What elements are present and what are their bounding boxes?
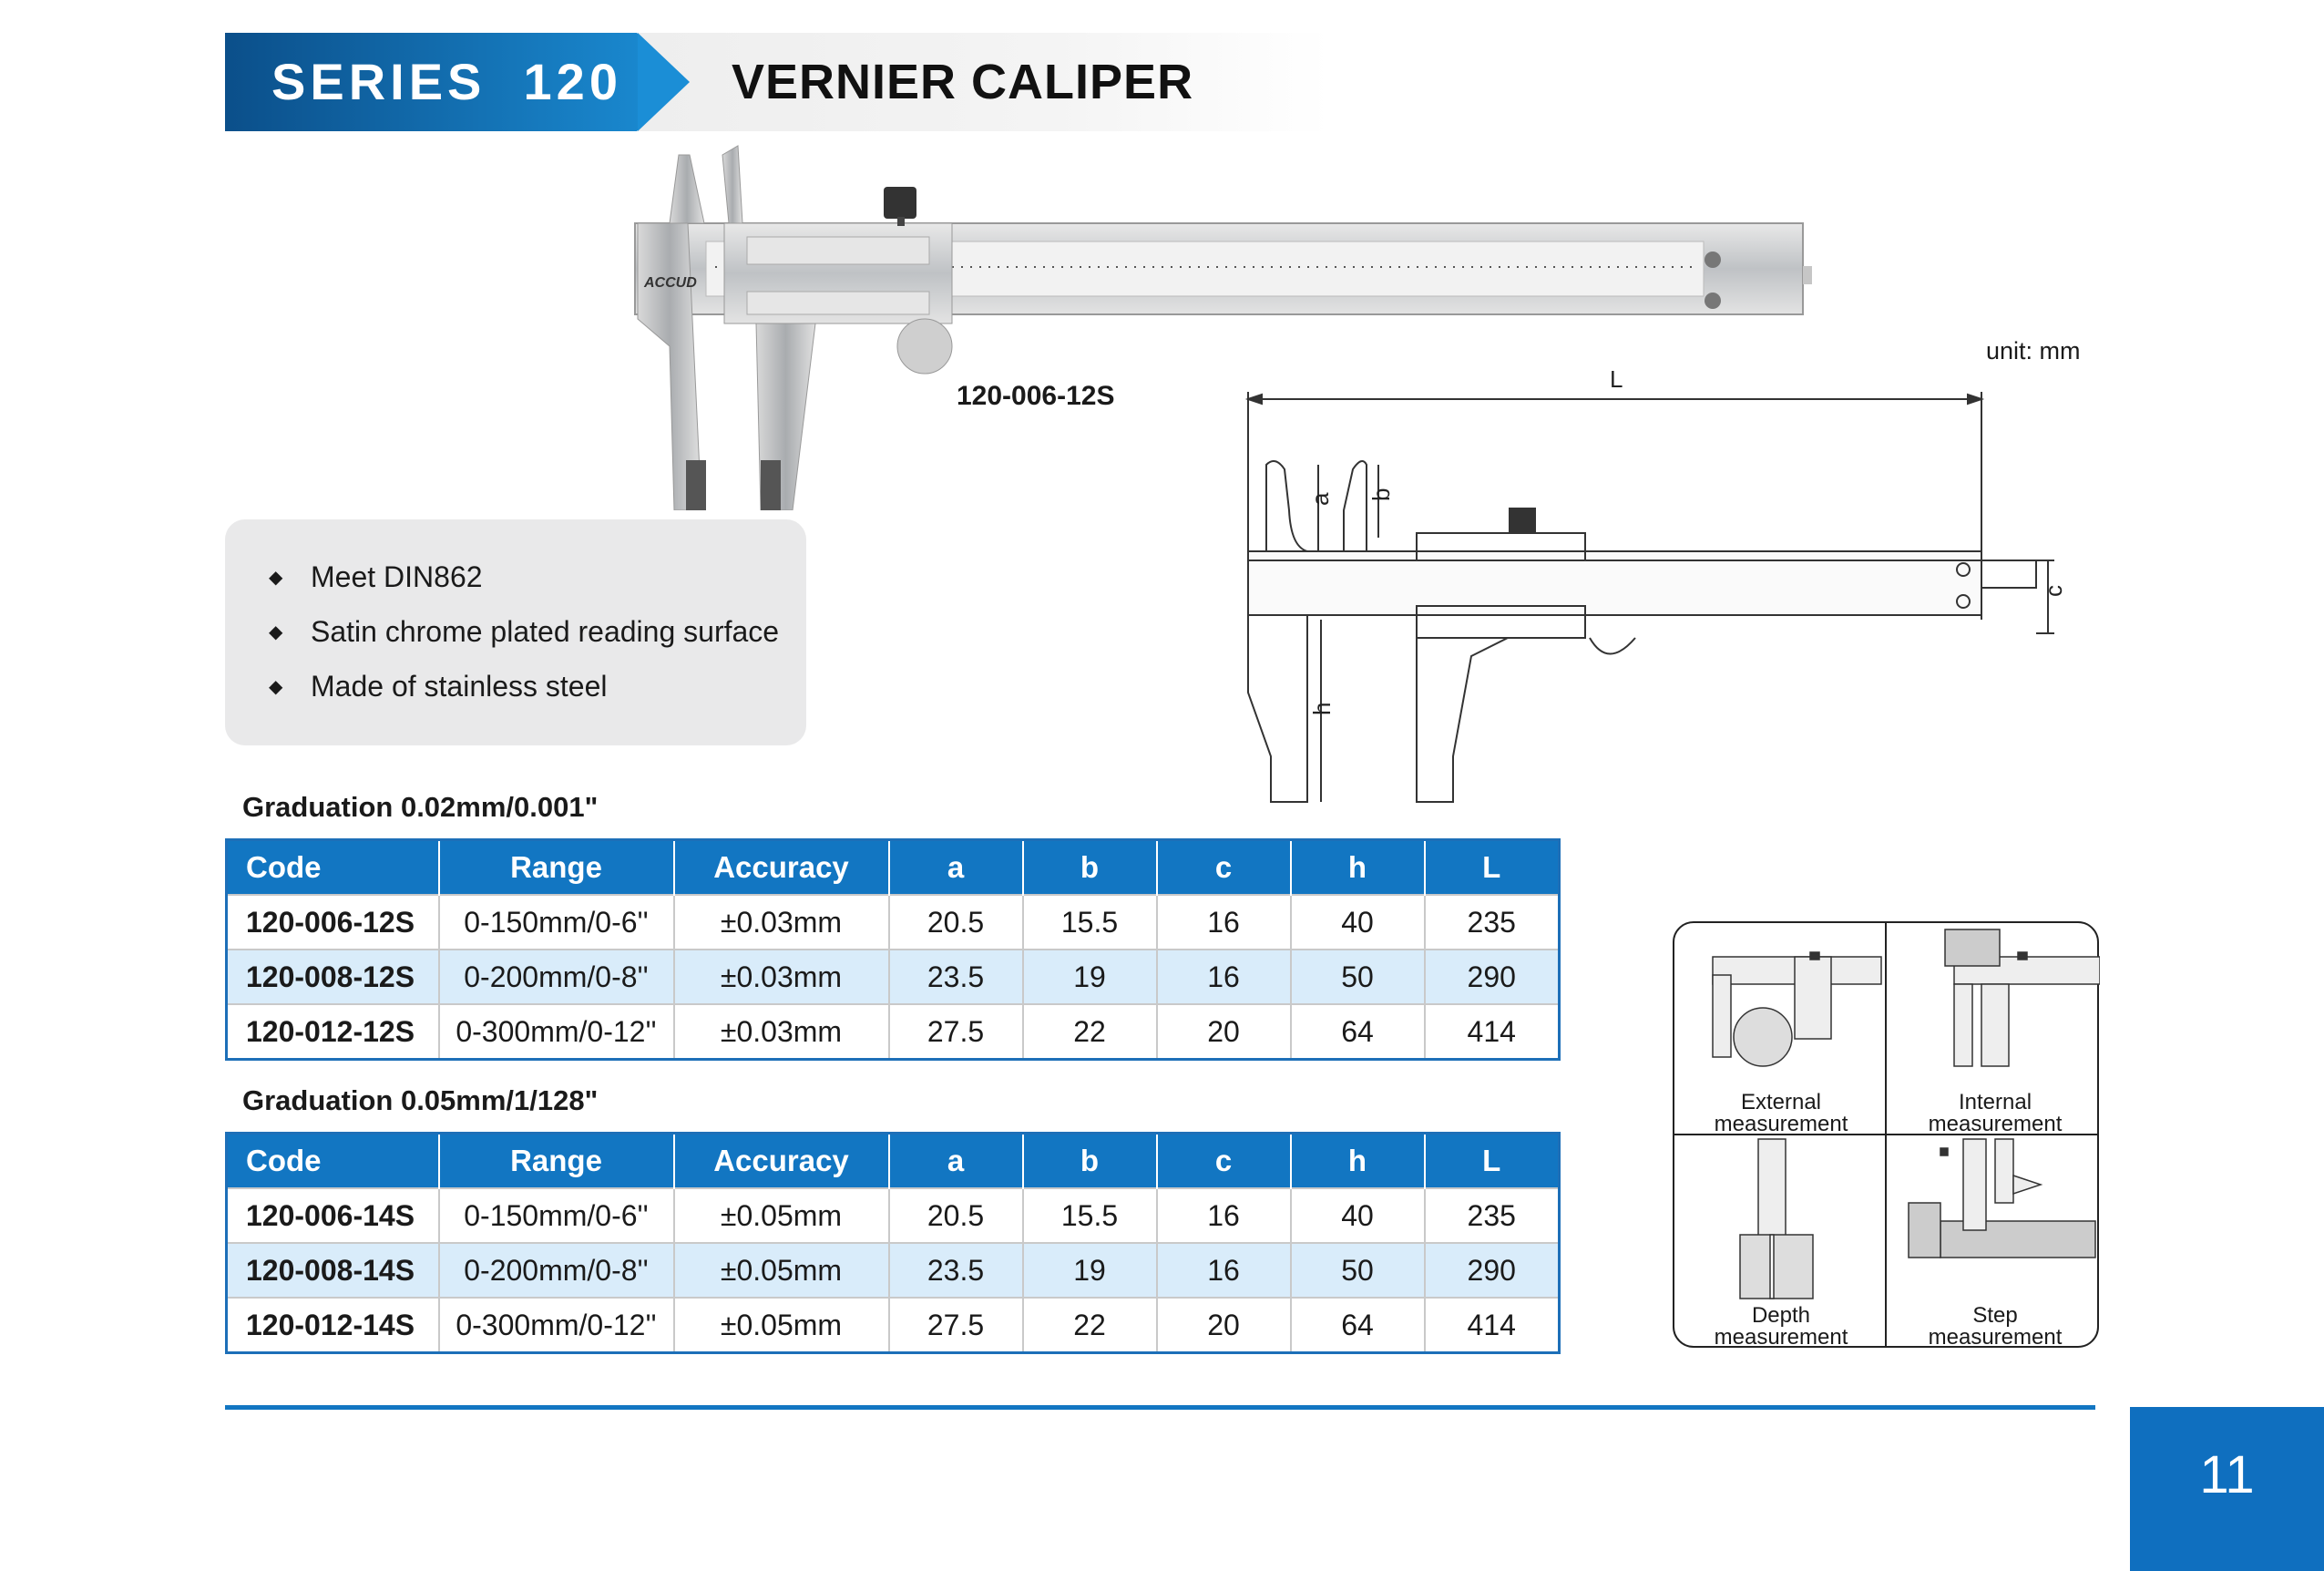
cell-c: 20 xyxy=(1157,1298,1291,1353)
column-header: b xyxy=(1023,1134,1157,1189)
measurement-label-external: External measurement xyxy=(1714,1090,1848,1136)
cell-c: 20 xyxy=(1157,1004,1291,1060)
cell-accuracy: ±0.03mm xyxy=(674,1004,889,1060)
cell-accuracy: ±0.05mm xyxy=(674,1298,889,1353)
column-header: L xyxy=(1425,1134,1560,1189)
cell-h: 50 xyxy=(1291,950,1425,1004)
column-header: a xyxy=(889,1134,1023,1189)
cell-code: 120-008-12S xyxy=(227,950,439,1004)
measurement-label-depth: Depth measurement xyxy=(1714,1303,1848,1350)
photo-caption: 120-006-12S xyxy=(957,381,1115,411)
dimension-label-a: a xyxy=(1306,492,1334,506)
cell-L: 414 xyxy=(1425,1298,1560,1353)
cell-h: 40 xyxy=(1291,1188,1425,1243)
table-row xyxy=(227,1188,1560,1243)
cell-L: 290 xyxy=(1425,1243,1560,1298)
cell-c: 16 xyxy=(1157,950,1291,1004)
cell-a: 20.5 xyxy=(889,1188,1023,1243)
cell-c: 16 xyxy=(1157,895,1291,950)
cell-h: 50 xyxy=(1291,1243,1425,1298)
cell-a: 27.5 xyxy=(889,1298,1023,1353)
table-row xyxy=(227,1298,1560,1353)
cell-b: 22 xyxy=(1023,1004,1157,1060)
dimension-label-h: h xyxy=(1308,702,1336,715)
cell-accuracy: ±0.03mm xyxy=(674,895,889,950)
dimension-label-b: b xyxy=(1367,488,1395,501)
product-title: VERNIER CALIPER xyxy=(732,55,1194,109)
cell-accuracy: ±0.03mm xyxy=(674,950,889,1004)
technical-drawing xyxy=(1234,355,2100,811)
cell-code: 120-008-14S xyxy=(227,1243,439,1298)
cell-a: 27.5 xyxy=(889,1004,1023,1060)
cell-b: 19 xyxy=(1023,950,1157,1004)
column-header: a xyxy=(889,840,1023,896)
column-header: L xyxy=(1425,840,1560,896)
features-box xyxy=(225,519,806,745)
diamond-bullet-icon: ◆ xyxy=(269,568,283,588)
cell-a: 23.5 xyxy=(889,1243,1023,1298)
column-header: c xyxy=(1157,840,1291,896)
cell-h: 40 xyxy=(1291,895,1425,950)
cell-h: 64 xyxy=(1291,1004,1425,1060)
cell-range: 0-200mm/0-8'' xyxy=(439,950,674,1004)
cell-c: 16 xyxy=(1157,1243,1291,1298)
column-header: c xyxy=(1157,1134,1291,1189)
diamond-bullet-icon: ◆ xyxy=(269,677,283,697)
cell-range: 0-300mm/0-12'' xyxy=(439,1004,674,1060)
table-row xyxy=(227,950,1560,1004)
cell-accuracy: ±0.05mm xyxy=(674,1188,889,1243)
dimension-label-L: L xyxy=(1610,365,1623,393)
column-header: Range xyxy=(439,840,674,896)
cell-code: 120-006-12S xyxy=(227,895,439,950)
cell-range: 0-150mm/0-6'' xyxy=(439,895,674,950)
diamond-bullet-icon: ◆ xyxy=(269,622,283,642)
cell-accuracy: ±0.05mm xyxy=(674,1243,889,1298)
column-header: Accuracy xyxy=(674,1134,889,1189)
feature-item: ◆ Meet DIN862 xyxy=(269,560,483,593)
page-number: 11 xyxy=(2199,1445,2255,1504)
cell-L: 290 xyxy=(1425,950,1560,1004)
brand-logo: ACCUD xyxy=(644,275,697,291)
column-header: h xyxy=(1291,1134,1425,1189)
column-header: Range xyxy=(439,1134,674,1189)
cell-L: 414 xyxy=(1425,1004,1560,1060)
cell-L: 235 xyxy=(1425,895,1560,950)
column-header: h xyxy=(1291,840,1425,896)
spec-table xyxy=(225,1132,1561,1354)
table-row xyxy=(227,1004,1560,1060)
column-header: Code xyxy=(227,1134,439,1189)
measurement-label-step: Step measurement xyxy=(1928,1303,2063,1350)
table-row xyxy=(227,1243,1560,1298)
dimension-label-c: c xyxy=(2040,585,2067,597)
banner-arrow-tip xyxy=(638,33,692,131)
cell-a: 23.5 xyxy=(889,950,1023,1004)
feature-item: ◆ Satin chrome plated reading surface xyxy=(269,615,780,648)
measurement-label-internal: Internal measurement xyxy=(1928,1090,2063,1136)
cell-b: 15.5 xyxy=(1023,1188,1157,1243)
graduation-label: Graduation 0.05mm/1/128" xyxy=(242,1084,599,1116)
cell-code: 120-012-12S xyxy=(227,1004,439,1060)
footer-divider xyxy=(225,1405,2095,1410)
cell-b: 22 xyxy=(1023,1298,1157,1353)
column-header: Code xyxy=(227,840,439,896)
spec-table xyxy=(225,838,1561,1061)
table-header-row xyxy=(227,840,1560,896)
measurement-types-box xyxy=(1672,920,2100,1349)
cell-L: 235 xyxy=(1425,1188,1560,1243)
column-header: b xyxy=(1023,840,1157,896)
cell-a: 20.5 xyxy=(889,895,1023,950)
column-header: Accuracy xyxy=(674,840,889,896)
cell-code: 120-012-14S xyxy=(227,1298,439,1353)
cell-range: 0-300mm/0-12'' xyxy=(439,1298,674,1353)
unit-label: unit: mm xyxy=(1986,337,2081,365)
table-row xyxy=(227,895,1560,950)
table-header-row xyxy=(227,1134,1560,1189)
graduation-label: Graduation 0.02mm/0.001" xyxy=(242,791,599,823)
series-title: SERIES 120 xyxy=(271,53,622,110)
cell-b: 15.5 xyxy=(1023,895,1157,950)
feature-item: ◆ Made of stainless steel xyxy=(269,670,608,703)
cell-h: 64 xyxy=(1291,1298,1425,1353)
cell-range: 0-150mm/0-6'' xyxy=(439,1188,674,1243)
cell-code: 120-006-14S xyxy=(227,1188,439,1243)
cell-range: 0-200mm/0-8'' xyxy=(439,1243,674,1298)
cell-c: 16 xyxy=(1157,1188,1291,1243)
cell-b: 19 xyxy=(1023,1243,1157,1298)
